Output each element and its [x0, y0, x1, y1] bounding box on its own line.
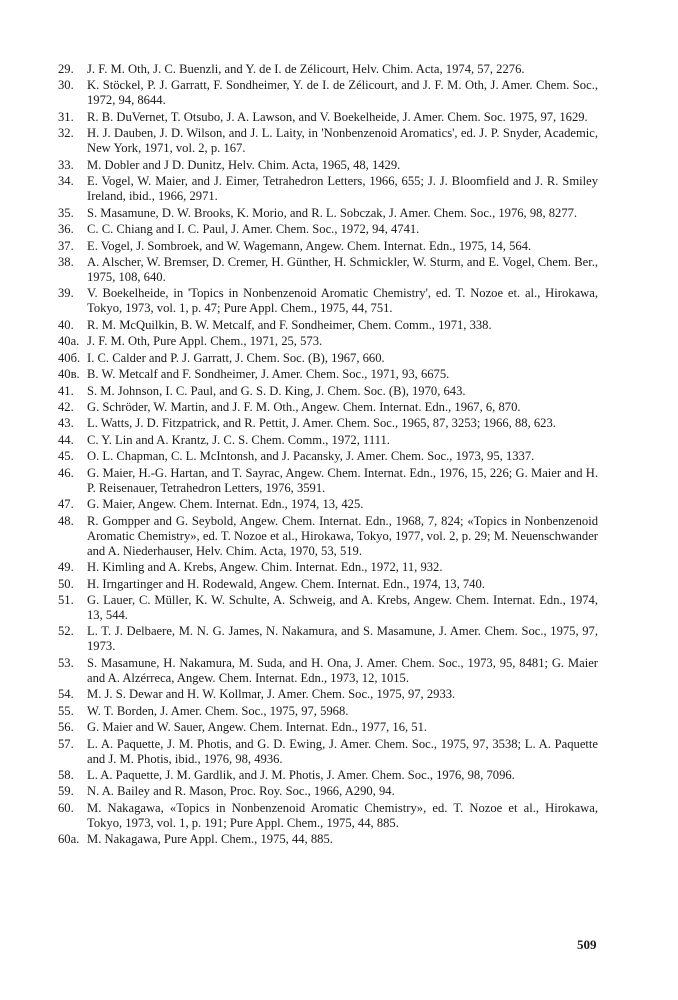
reference-item [58, 449, 598, 464]
reference-item [58, 737, 598, 767]
reference-number: 52. [58, 624, 74, 639]
reference-number: 47. [58, 497, 74, 512]
reference-text: C. C. Chiang and I. C. Paul, J. Amer. Chem. Soc., 1972, 94, 4741. [87, 222, 420, 237]
reference-item [58, 624, 598, 654]
reference-item [58, 62, 598, 77]
reference-text: J. F. M. Oth, J. C. Buenzli, and Y. de I. de Zélicourt, Helv. Chim. Acta, 1974, 57, 2276. [87, 62, 525, 76]
reference-text: R. B. DuVernet, T. Otsubo, J. A. Lawson, and V. Boekelheide, J. Amer. Chem. Soc. 1975, 97, 1629. [87, 109, 588, 124]
reference-number: 57. [58, 736, 74, 751]
reference-item [58, 416, 598, 431]
reference-item [58, 222, 598, 237]
reference-item [58, 286, 598, 316]
reference-item [58, 110, 598, 125]
reference-number: 58. [58, 768, 74, 782]
reference-item [58, 239, 598, 254]
reference-number: 35. [58, 205, 74, 220]
reference-number: 40в. [58, 367, 80, 382]
reference-text: G. Maier and W. Sauer, Angew. Chem. Internat. Edn., 1977, 16, 51. [87, 720, 428, 735]
reference-item [58, 593, 598, 623]
reference-item [58, 832, 598, 847]
reference-text: E. Vogel, W. Maier, and J. Eimer, Tetrahedron Letters, 1966, 655; J. J. Bloomfield and J. R. Smiley Ireland, ibid., 1966, 2971. [87, 174, 598, 204]
reference-text: H. J. Dauben, J. D. Wilson, and J. L. Laity, in 'Nonbenzenoid Aromatics', ed. J. P. Snyder, Academic, New York, 1971, vol. 2, p. 167. [87, 126, 598, 156]
reference-item [58, 514, 598, 559]
reference-text: B. W. Metcalf and F. Sondheimer, J. Amer. Chem. Soc., 1971, 93, 6675. [87, 367, 450, 382]
reference-text: H. Irngartinger and H. Rodewald, Angew. Chem. Internat. Edn., 1974, 13, 740. [87, 576, 485, 591]
reference-number: 45. [58, 449, 74, 464]
reference-number: 41. [58, 383, 74, 398]
reference-text: J. F. M. Oth, Pure Appl. Chem., 1971, 25, 573. [87, 334, 323, 349]
reference-item [58, 78, 598, 108]
reference-item [58, 158, 598, 173]
reference-item [58, 351, 598, 366]
reference-text: H. Kimling and A. Krebs, Angew. Chim. Internat. Edn., 1972, 11, 932. [87, 560, 443, 575]
reference-number: 43. [58, 416, 74, 431]
reference-item [58, 656, 598, 686]
reference-number: 29. [58, 62, 74, 76]
reference-text: E. Vogel, J. Sombroek, and W. Wagemann, Angew. Chem. Internat. Edn., 1975, 14, 564. [87, 238, 532, 253]
reference-item [58, 466, 598, 496]
reference-text: M. Nakagawa, Pure Appl. Chem., 1975, 44, 885. [87, 832, 333, 847]
reference-text: S. Masamune, D. W. Brooks, K. Morio, and R. L. Sobczak, J. Amer. Chem. Soc., 1976, 98, 8277. [87, 205, 578, 220]
reference-item [58, 255, 598, 285]
reference-number: 31. [58, 109, 74, 124]
reference-text: R. Gompper and G. Seybold, Angew. Chem. Internat. Edn., 1968, 7, 824; «Topics in Nonbenzenoid Aromatic Chemistry», ed. T. Nozoe et al., Hirokawa, Tokyo, 1977, vol. 2, p. 29; M. Neuenschwander and A. Niederhauser, Helv. Chim. Acta, 1970, 53, 519. [87, 513, 598, 558]
reference-item [58, 334, 598, 349]
reference-number: 49. [58, 560, 74, 575]
reference-text: G. Maier, Angew. Chem. Internat. Edn., 1974, 13, 425. [87, 497, 364, 512]
reference-item [58, 687, 598, 702]
reference-text: L. A. Paquette, J. M. Photis, and G. D. Ewing, J. Amer. Chem. Soc., 1975, 97, 3538; L. A. Paquette and J. M. Photis, ibid., 1976, 98, 4936. [87, 736, 598, 766]
reference-text: S. Masamune, H. Nakamura, M. Suda, and H. Ona, J. Amer. Chem. Soc., 1973, 95, 8481; G. Maier and A. Alzérreca, Angew. Chem. Internat. Edn., 1973, 12, 1015. [87, 655, 598, 685]
reference-number: 34. [58, 174, 74, 189]
reference-text: S. M. Johnson, I. C. Paul, and G. S. D. King, J. Chem. Soc. (B), 1970, 643. [87, 383, 466, 398]
reference-item [58, 497, 598, 512]
reference-text: N. A. Bailey and R. Mason, Proc. Roy. Soc., 1966, A290, 94. [87, 784, 395, 799]
reference-number: 32. [58, 126, 74, 141]
reference-item [58, 384, 598, 399]
reference-text: L. A. Paquette, J. M. Gardlik, and J. M. Photis, J. Amer. Chem. Soc., 1976, 98, 7096. [87, 768, 515, 782]
reference-number: 48. [58, 513, 74, 528]
reference-number: 55. [58, 703, 74, 718]
reference-text: I. C. Calder and P. J. Garratt, J. Chem. Soc. (B), 1967, 660. [87, 350, 385, 365]
reference-item [58, 400, 598, 415]
reference-text: G. Schröder, W. Martin, and J. F. M. Oth., Angew. Chem. Internat. Edn., 1967, 6, 870. [87, 400, 521, 414]
reference-number: 36. [58, 222, 74, 237]
reference-text: L. Watts, J. D. Fitzpatrick, and R. Pettit, J. Amer. Chem. Soc., 1965, 87, 3253; 1966, 88, 623. [87, 416, 556, 431]
reference-number: 33. [58, 157, 74, 172]
reference-list [58, 62, 598, 849]
reference-number: 60. [58, 800, 74, 815]
reference-number: 51. [58, 592, 74, 607]
reference-text: M. J. S. Dewar and H. W. Kollmar, J. Amer. Chem. Soc., 1975, 97, 2933. [87, 687, 456, 702]
reference-number: 44. [58, 432, 74, 447]
reference-text: V. Boekelheide, in 'Topics in Nonbenzenoid Aromatic Chemistry', ed. T. Nozoe et. al., Hirokawa, Tokyo, 1973, vol. 1, p. 47; Pure Appl. Chem., 1975, 44, 751. [87, 286, 598, 316]
reference-text: C. Y. Lin and A. Krantz, J. C. S. Chem. Comm., 1972, 1111. [87, 432, 390, 447]
reference-number: 38. [58, 254, 74, 269]
reference-text: W. T. Borden, J. Amer. Chem. Soc., 1975, 97, 5968. [87, 703, 349, 718]
reference-item [58, 318, 598, 333]
reference-text: G. Lauer, C. Müller, K. W. Schulte, A. Schweig, and A. Krebs, Angew. Chem. Internat. Edn., 1974, 13, 544. [87, 592, 598, 622]
page-number: 509 [577, 937, 597, 952]
reference-item [58, 433, 598, 448]
reference-item [58, 367, 598, 382]
reference-text: O. L. Chapman, C. L. McIntonsh, and J. Pacansky, J. Amer. Chem. Soc., 1973, 95, 1337. [87, 449, 535, 464]
reference-item [58, 126, 598, 156]
reference-number: 30. [58, 78, 74, 93]
reference-number: 37. [58, 238, 74, 253]
reference-item [58, 206, 598, 221]
reference-item [58, 577, 598, 592]
reference-text: M. Nakagawa, «Topics in Nonbenzenoid Aromatic Chemistry», ed. T. Nozoe et al., Hirokawa, Tokyo, 1973, vol. 1, p. 191; Pure Appl. Chem., 1975, 44, 885. [87, 800, 598, 830]
reference-number: 46. [58, 465, 74, 480]
reference-number: 40б. [58, 350, 81, 365]
reference-number: 60a. [58, 832, 80, 847]
reference-text: A. Alscher, W. Bremser, D. Cremer, H. Günther, H. Schmickler, W. Sturm, and E. Vogel, Chem. Ber., 1975, 108, 640. [87, 254, 598, 284]
reference-number: 39. [58, 286, 74, 301]
reference-number: 59. [58, 784, 74, 799]
reference-text: R. M. McQuilkin, B. W. Metcalf, and F. Sondheimer, Chem. Comm., 1971, 338. [87, 317, 492, 332]
reference-number: 54. [58, 687, 74, 702]
reference-item [58, 768, 598, 783]
reference-number: 40a. [58, 334, 80, 349]
reference-item [58, 174, 598, 204]
reference-item [58, 560, 598, 575]
reference-text: L. T. J. Delbaere, M. N. G. James, N. Nakamura, and S. Masamune, J. Amer. Chem. Soc., 1975, 97, 1973. [87, 624, 598, 654]
reference-number: 53. [58, 655, 74, 670]
reference-text: K. Stöckel, P. J. Garratt, F. Sondheimer, Y. de I. de Zélicourt, and J. F. M. Oth, J. Amer. Chem. Soc., 1972, 94, 8644. [87, 78, 598, 108]
reference-item [58, 704, 598, 719]
reference-number: 50. [58, 576, 74, 591]
reference-item [58, 784, 598, 799]
reference-text: G. Maier, H.-G. Hartan, and T. Sayrac, Angew. Chem. Internat. Edn., 1976, 15, 226; G. Maier and H. P. Reisenauer, Tetrahedron Letters, 1976, 3591. [87, 465, 598, 495]
reference-number: 40. [58, 317, 74, 332]
reference-item [58, 720, 598, 735]
reference-number: 56. [58, 720, 74, 735]
reference-item [58, 801, 598, 831]
reference-text: M. Dobler and J D. Dunitz, Helv. Chim. Acta, 1965, 48, 1429. [87, 157, 401, 172]
reference-number: 42. [58, 400, 74, 414]
